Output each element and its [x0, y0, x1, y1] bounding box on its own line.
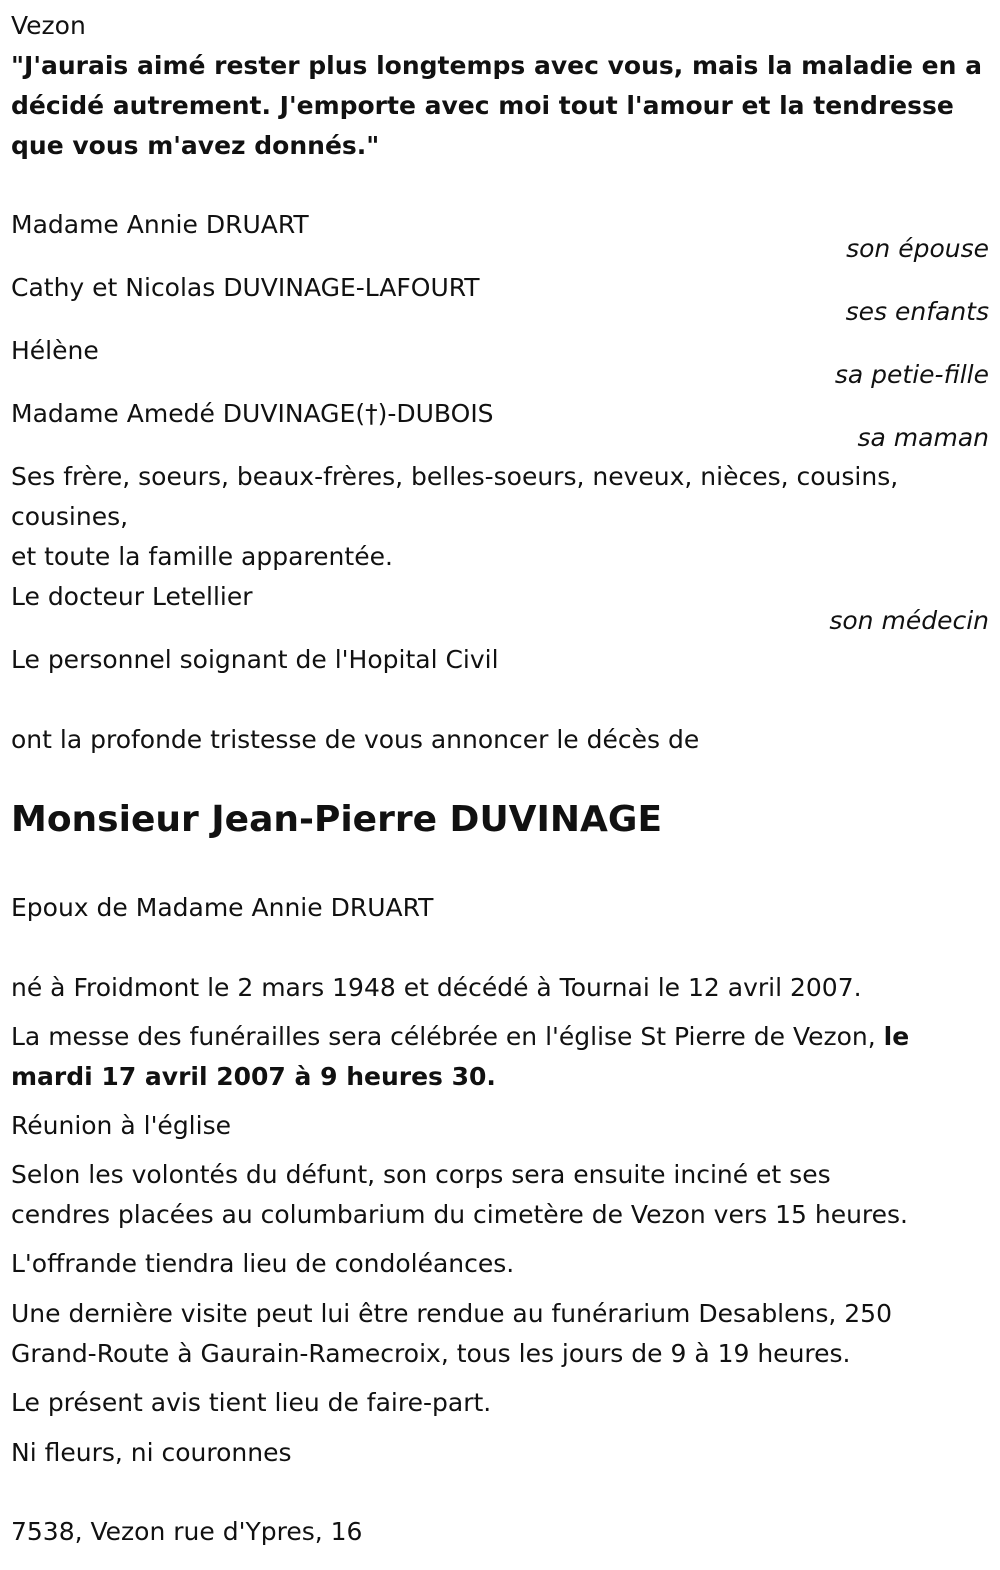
- spouse-line: Epoux de Madame Annie DRUART: [11, 893, 434, 922]
- visit-line-1: Une dernière visite peut lui être rendue au funérarium Desablens, 250: [11, 1299, 892, 1328]
- notice-line: Le présent avis tient lieu de faire-part.: [11, 1388, 492, 1417]
- meeting-line: Réunion à l'église: [11, 1111, 231, 1140]
- mass-line: [11, 1017, 909, 1057]
- family-role-1: son épouse: [846, 234, 989, 263]
- doctor-name: Le docteur Letellier: [11, 582, 253, 611]
- address-line: 7538, Vezon rue d'Ypres, 16: [11, 1517, 363, 1546]
- announcement-line: ont la profonde tristesse de vous annoncer le décès de: [11, 725, 700, 754]
- town-name: Vezon: [11, 11, 86, 40]
- birth-death-line: né à Froidmont le 2 mars 1948 et décédé à Tournai le 12 avril 2007.: [11, 973, 862, 1002]
- relatives-line-1: Ses frère, soeurs, beaux-frères, belles-soeurs, neveux, nièces, cousins,: [11, 462, 899, 491]
- cremation-line-1: Selon les volontés du défunt, son corps sera ensuite inciné et ses: [11, 1160, 831, 1189]
- quote-line-2: décidé autrement. J'emporte avec moi tout l'amour et la tendresse: [11, 91, 954, 120]
- deceased-name: Monsieur Jean-Pierre DUVINAGE: [11, 799, 663, 840]
- family-role-4: sa maman: [857, 423, 989, 452]
- quote-line-3: que vous m'avez donnés.": [11, 131, 380, 160]
- mass-text: La messe des funérailles sera célébrée en l'église St Pierre de Vezon,: [11, 1022, 876, 1051]
- family-role-3: sa petie-fille: [834, 360, 989, 389]
- flowers-line: Ni fleurs, ni couronnes: [11, 1438, 292, 1467]
- family-name-3: Hélène: [11, 336, 99, 365]
- family-name-1: Madame Annie DRUART: [11, 210, 309, 239]
- mass-date-part-2: mardi 17 avril 2007 à 9 heures 30.: [11, 1062, 496, 1091]
- cremation-line-2: cendres placées au columbarium du cimetère de Vezon vers 15 heures.: [11, 1200, 908, 1229]
- visit-line-2: Grand-Route à Gaurain-Ramecroix, tous les jours de 9 à 19 heures.: [11, 1339, 851, 1368]
- family-name-2: Cathy et Nicolas DUVINAGE-LAFOURT: [11, 273, 480, 302]
- quote-line-1: "J'aurais aimé rester plus longtemps avec vous, mais la maladie en a: [11, 51, 982, 80]
- family-name-4: Madame Amedé DUVINAGE(†)-DUBOIS: [11, 399, 494, 428]
- doctor-role: son médecin: [829, 606, 989, 635]
- relatives-line-2: cousines,: [11, 502, 129, 531]
- mass-date-part-1: le: [883, 1022, 910, 1051]
- relatives-line-3: et toute la famille apparentée.: [11, 542, 393, 571]
- family-role-2: ses enfants: [845, 297, 989, 326]
- staff-line: Le personnel soignant de l'Hopital Civil: [11, 645, 499, 674]
- offering-line: L'offrande tiendra lieu de condoléances.: [11, 1249, 515, 1278]
